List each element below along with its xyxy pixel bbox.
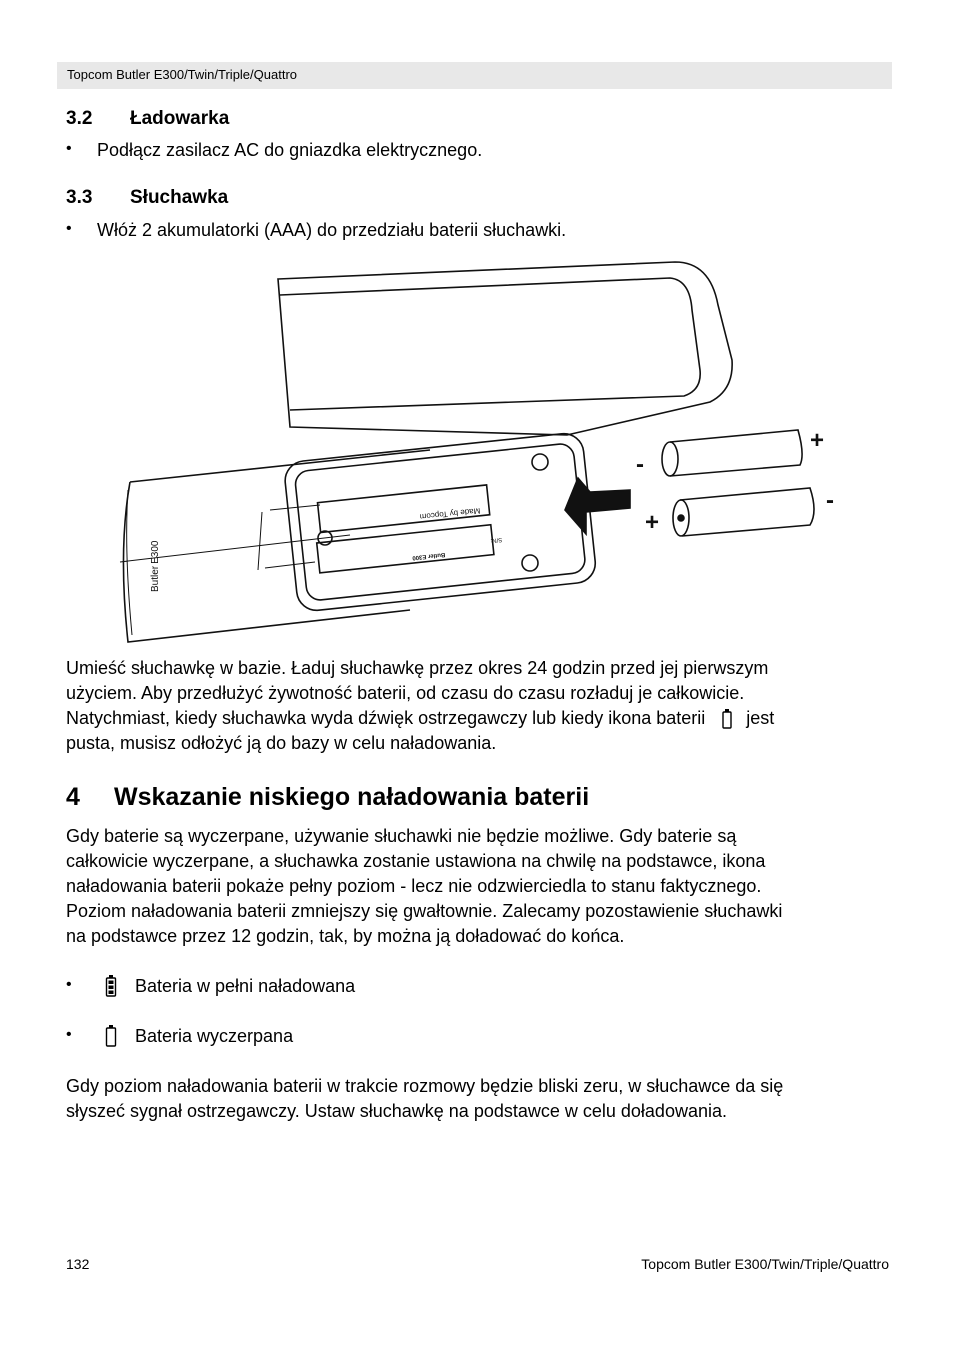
battery-full-label: Bateria w pełni naładowana [135,976,356,996]
text-line: pusta, musisz odłożyć ją do bazy w celu naładowania. [66,733,497,753]
battery-empty-label: Bateria wyczerpana [135,1026,294,1046]
text-line: słyszeć sygnał ostrzegawczy. Ustaw słuchawkę na podstawce w celu doładowania. [66,1101,727,1121]
text-line: Gdy baterie są wyczerpane, używanie słuchawki nie będzie możliwe. Gdy baterie są [66,826,737,846]
bullet: • [66,1026,72,1043]
handset-brand [150,540,161,592]
section-heading-3-2 [66,108,229,130]
model-label: E300 [150,540,161,564]
polarity-minus: - [636,451,644,478]
page-header [57,62,892,89]
text-line: użyciem. Aby przedłużyć żywotność baterii, od czasu do czasu rozładuj je całkowicie. [66,683,745,703]
model-sticker-label: Butler E300 [411,551,446,561]
text-line: naładowania baterii pokaże pełny poziom - lecz nie odzwierciedla to stanu faktycznego. [66,876,762,896]
text-line: Umieść słuchawkę w bazie. Ładuj słuchawkę przez okres 24 godzin przed jej pierwszym [66,658,769,678]
made-by-label: Made by Topcom [419,506,481,522]
battery-empty-icon [722,708,732,730]
battery-cover [278,262,732,435]
section-heading-3-3 [66,187,228,209]
battery-aaa-1 [662,430,802,476]
section-heading-4 [66,783,589,812]
bullet: • [66,140,72,157]
page-number: 132 [66,1256,90,1272]
bullet-text: Włóż 2 akumulatorki (AAA) do przedziału baterii słuchawki. [97,220,567,240]
text-line: Poziom naładowania baterii zmniejszy się gwałtownie. Zalecamy pozostawienie słuchawki [66,901,783,921]
polarity-plus: + [810,427,825,454]
text-line: Natychmiast, kiedy słuchawka wyda dźwięk ostrzegawczy lub kiedy ikona baterii [66,708,706,728]
bullet: • [66,220,72,237]
battery-compartment [283,432,597,613]
section-title: Ładowarka [130,108,230,129]
text-line: na podstawce przez 12 godzin, tak, by można ją doładować do końca. [66,926,625,946]
paragraph-placement [66,656,774,756]
battery-aaa-2 [673,488,814,536]
polarity-plus: + [645,509,660,536]
sn-label: S/N: [490,536,503,544]
bullet-text: Podłącz zasilacz AC do gniazdka elektrycznego. [97,140,483,160]
section-number: 4 [66,783,80,811]
battery-installation-illustration [110,250,850,650]
battery-empty-icon [105,1024,117,1048]
section-number: 3.3 [66,187,93,208]
insert-arrow-icon [565,478,630,534]
footer-title: Topcom Butler E300/Twin/Triple/Quattro [641,1256,889,1272]
header-title: Topcom Butler E300/Twin/Triple/Quattro [67,67,298,82]
section-title: Słuchawka [130,187,229,208]
text-line-with-icon [66,706,774,731]
brand-label: Butler [150,565,161,592]
polarity-minus: - [826,487,834,514]
paragraph-warning [66,1074,783,1124]
handset-body [123,450,430,642]
bullet: • [66,976,72,993]
text-line: całkowicie wyczerpane, a słuchawka zostanie ustawiona na chwilę na podstawce, ikona [66,851,766,871]
text-line: jest [746,708,775,728]
section-number: 3.2 [66,108,93,129]
battery-full-icon [105,974,117,998]
text-line: Gdy poziom naładowania baterii w trakcie rozmowy będzie bliski zeru, w słuchawce da się [66,1076,784,1096]
section-title: Wskazanie niskiego naładowania baterii [114,783,590,811]
paragraph-low-battery [66,824,782,949]
